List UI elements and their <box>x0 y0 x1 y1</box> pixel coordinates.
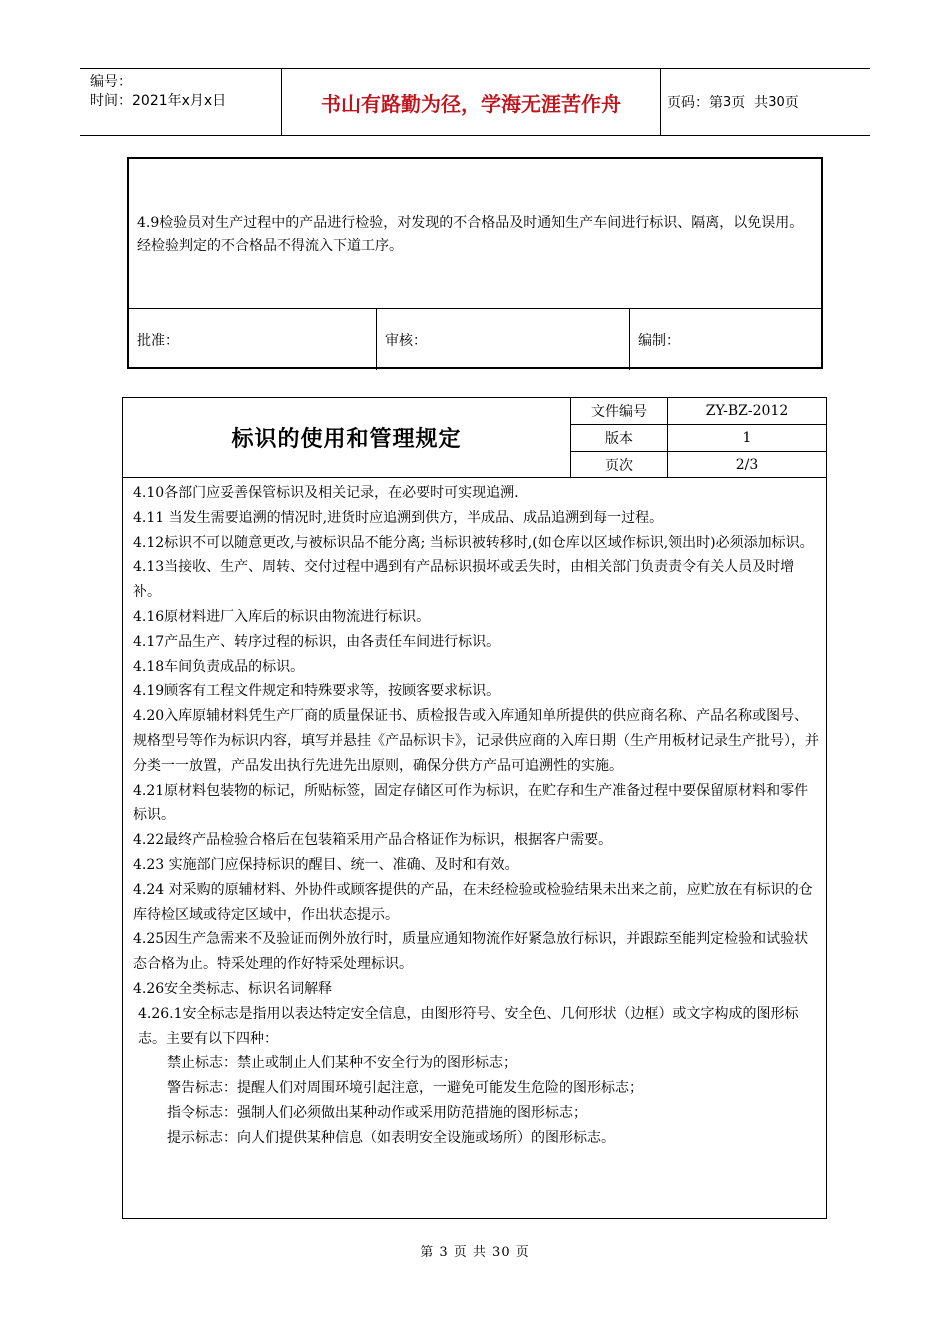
sub-clause-paragraph: 4.26.1安全标志是指用以表达特定安全信息，由图形符号、安全色、几何形状（边框）或文字构成的图形标志。主要有以下四种： <box>138 1005 799 1047</box>
meta-value: 2/3 <box>735 457 759 473</box>
meta-row <box>571 398 826 424</box>
signature-row <box>129 308 821 370</box>
approve-cell: 批准： <box>137 332 179 349</box>
page-total: 30 <box>768 94 785 110</box>
clause-paragraph: 4.25因生产急需来不及验证而例外放行时，质量应通知物流作好紧急放行标识，并跟踪至能判定检验和试验状态合格为止。特采处理的作好特采处理标识。 <box>133 931 809 973</box>
page-post: 页 <box>784 95 799 111</box>
meta-key: 文件编号 <box>571 398 668 424</box>
clause-paragraph: 4.11 当发生需要追溯的情况时,进货时应追溯到供方，半成品、成品追溯到每一过程。 <box>133 509 664 526</box>
page-footer: 第 3 页 共 30 页 <box>420 1245 530 1260</box>
sign-type-item: 指令标志：强制人们必须做出某种动作或采用防范措施的图形标志； <box>167 1104 587 1121</box>
clause-paragraph: 4.26安全类标志、标识名词解释 <box>133 980 333 997</box>
document-content <box>133 481 821 1151</box>
clause-4-9: 4.9检验员对生产过程中的产品进行检验，对发现的不合格品及时通知生产车间进行标识、隔离，以免误用。经检验判定的不合格品不得流入下道工序。 <box>137 215 804 254</box>
clause-paragraph: 4.24 对采购的原辅材料、外协件或顾客提供的产品，在未经检验或检验结果未出来之前，应贮放在有标识的仓库待检区域或待定区域中，作出状态提示。 <box>133 881 813 923</box>
time-label: 时间：2021年x月x日 <box>90 93 227 109</box>
previous-page-box <box>127 157 823 369</box>
meta-row <box>571 424 826 451</box>
meta-row <box>571 451 826 478</box>
compile-cell: 编制： <box>629 309 821 370</box>
clause-paragraph: 4.21原材料包装物的标记，所贴标签，固定存储区可作为标识，在贮存和生产准备过程中要保留原材料和零件标识。 <box>133 782 809 824</box>
document-box <box>122 397 827 1219</box>
meta-key: 页次 <box>571 452 668 478</box>
sign-type-item: 警告标志：提醒人们对周围环境引起注意，一避免可能发生危险的图形标志； <box>167 1080 643 1097</box>
clause-paragraph: 4.18车间负责成品的标识。 <box>133 658 305 675</box>
clause-paragraph: 4.13当接收、生产、周转、交付过程中遇到有产品标识损坏或丢失时，由相关部门负责责令有关人员及时增补。 <box>133 559 795 601</box>
header-info <box>80 68 282 136</box>
meta-value: ZY-BZ-2012 <box>705 403 789 419</box>
sign-type-item: 提示标志：向人们提供某种信息（如表明安全设施或场所）的图形标志。 <box>167 1129 615 1146</box>
clause-paragraph: 4.12标识不可以随意更改,与被标识品不能分离; 当标识被转移时,(如仓库以区域作标识,领出时)必须添加标识。 <box>133 534 814 551</box>
meta-key: 版本 <box>571 425 668 451</box>
clause-paragraph: 4.19顾客有工程文件规定和特殊要求等，按顾客要求标识。 <box>133 683 501 700</box>
clause-paragraph: 4.20入库原辅材料凭生产厂商的质量保证书、质检报告或入库通知单所提供的供应商名称、产品名称或图号、规格型号等作为标识内容，填写并悬挂《产品标识卡》，记录供应商的入库日期（生产用板材记录生产批号），并分类一一放置，产品发出执行先进先出原则，确保分供方产品可追溯性的实施。 <box>133 708 819 774</box>
page-number: 3 <box>723 94 732 110</box>
document-meta <box>571 398 826 478</box>
document-header <box>123 398 826 478</box>
clause-paragraph: 4.17产品生产、转序过程的标识，由各责任车间进行标识。 <box>133 633 501 650</box>
sign-type-item: 禁止标志：禁止或制止人们某种不安全行为的图形标志； <box>167 1055 517 1072</box>
header-bottom-rule <box>80 135 870 136</box>
clause-paragraph: 4.10各部门应妥善保管标识及相关记录，在必要时可实现追溯. <box>133 485 519 501</box>
meta-value: 1 <box>742 430 752 446</box>
code-label: 编号： <box>90 74 132 90</box>
document-title: 标识的使用和管理规定 <box>123 398 571 477</box>
clause-paragraph: 4.16原材料进厂入库后的标识由物流进行标识。 <box>133 608 431 625</box>
review-cell: 审核： <box>376 309 629 370</box>
motto: 书山有路勤为径，学海无涯苦作舟 <box>282 68 661 136</box>
page-counter <box>661 68 870 136</box>
clause-paragraph: 4.23 实施部门应保持标识的醒目、统一、准确、及时和有效。 <box>133 856 519 873</box>
clause-paragraph: 4.22最终产品检验合格后在包装箱采用产品合格证作为标识，根据客户需要。 <box>133 832 613 849</box>
page-pre: 页码：第 <box>667 95 723 111</box>
page-mid: 页 共 <box>731 95 769 111</box>
page-header <box>80 68 870 136</box>
header-top-rule <box>80 68 870 69</box>
